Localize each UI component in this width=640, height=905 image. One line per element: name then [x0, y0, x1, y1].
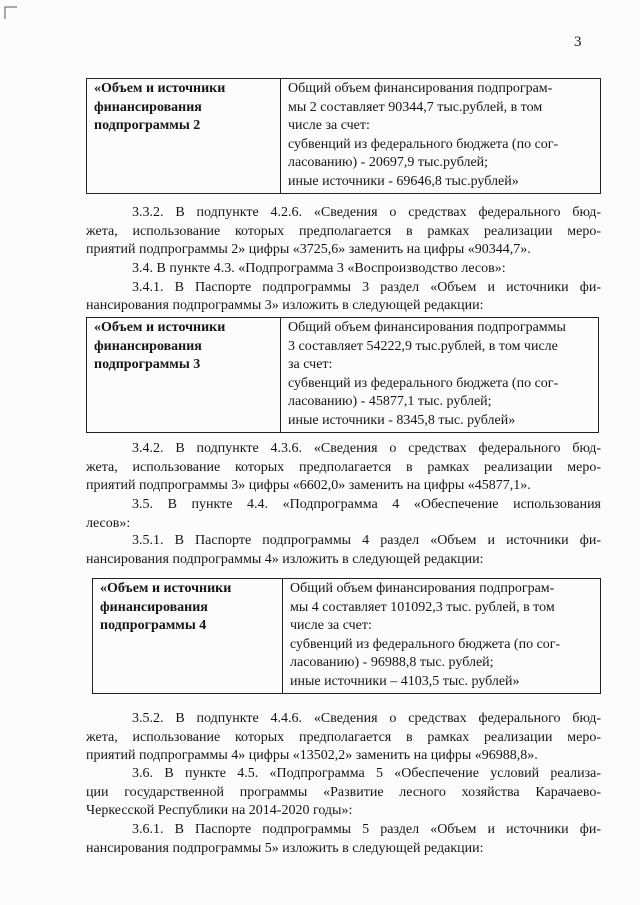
value-line: Общий объем финансирования подпрограм-: [288, 81, 553, 96]
value-line: Общий объем финансирования подпрограммы: [288, 320, 566, 335]
value-line: 3 составляет 54222,9 тыс.рублей, в том числе: [288, 338, 558, 354]
text-line: нансирования подпрограммы 5» изложить в следующей редакции:: [86, 840, 484, 856]
table-value-cell: [283, 579, 601, 694]
value-line: мы 2 составляет 90344,7 тыс.рублей, в том: [288, 99, 543, 115]
value-line: субвенций из федерального бюджета (по сог-: [288, 375, 559, 391]
value-line: иные источники – 4103,5 тыс. рублей»: [290, 673, 520, 689]
label-line: подпрограммы 2: [94, 118, 201, 133]
table-value-cell: [281, 79, 601, 194]
label-line: «Объем и источники: [100, 581, 232, 596]
text-line: приятий подпрограммы 2» цифры «3725,6» заменить на цифры «90344,7».: [86, 242, 531, 257]
page-number: 3: [574, 34, 582, 50]
text-line: 3.4. В пункте 4.3. «Подпрограмма 3 «Воспроизводство лесов»:: [132, 261, 506, 276]
value-line: субвенций из федерального бюджета (по сог-: [288, 136, 559, 152]
paragraph-3-5-2: [86, 710, 601, 766]
text-line: нансирования подпрограммы 4» изложить в следующей редакции:: [86, 551, 484, 567]
text-line: приятий подпрограммы 3» цифры «6602,0» заменить на цифры «45877,1».: [86, 478, 531, 493]
label-line: финансирования: [94, 99, 202, 115]
value-line: ласованию) - 96988,8 тыс. рублей;: [290, 655, 494, 670]
label-line: «Объем и источники: [94, 81, 226, 96]
text-line: приятий подпрограммы 4» цифры «13502,2» заменить на цифры «96988,8».: [86, 748, 538, 763]
text-line: 3.4.1. В Паспорте подпрограммы 3 раздел «Объем и источники фи-: [132, 279, 601, 295]
funding-table-subprogram-3: [86, 317, 599, 433]
paragraph-3-6-1: [86, 821, 601, 858]
label-line: подпрограммы 3: [94, 357, 201, 372]
value-line: числе за счет:: [290, 618, 372, 633]
value-line: Общий объем финансирования подпрограм-: [290, 581, 555, 596]
table-value-cell: [281, 318, 599, 433]
value-line: иные источники - 69646,8 тыс.рублей»: [288, 173, 519, 189]
text-line: 3.5. В пункте 4.4. «Подпрограмма 4 «Обеспечение использования: [132, 497, 601, 512]
text-line: нансирования подпрограммы 3» изложить в следующей редакции:: [86, 298, 484, 313]
text-line: 3.6. В пункте 4.5. «Подпрограмма 5 «Обеспечение условий реализа-: [132, 766, 601, 781]
value-line: ласованию) - 20697,9 тыс.рублей;: [288, 155, 489, 170]
funding-table-subprogram-4: [92, 578, 601, 694]
label-line: финансирования: [100, 599, 208, 615]
label-line: подпрограммы 4: [100, 618, 207, 633]
table-label-cell: [87, 79, 281, 194]
paragraph-3-4-2: [86, 440, 601, 496]
label-line: финансирования: [94, 338, 202, 354]
value-line: за счет:: [288, 357, 333, 372]
paragraph-3-5: [86, 496, 601, 533]
text-line: жета, использование которых предполагается в рамках реализации меро-: [86, 729, 601, 745]
text-line: жета, использование которых предполагается в рамках реализации меро-: [86, 459, 601, 475]
value-line: субвенций из федерального бюджета (по сог-: [290, 636, 561, 652]
text-line: Черкесской Республики на 2014-2020 годы»:: [86, 803, 353, 818]
value-line: иные источники - 8345,8 тыс. рублей»: [288, 412, 516, 428]
text-line: 3.5.2. В подпункте 4.4.6. «Сведения о средствах федерального бюд-: [132, 711, 601, 726]
paragraph-3-4: [86, 260, 601, 316]
paragraph-3-3-2: [86, 204, 601, 260]
label-line: «Объем и источники: [94, 320, 226, 335]
paragraph-3-5-1: [86, 532, 601, 569]
text-line: 3.3.2. В подпункте 4.2.6. «Сведения о средствах федерального бюд-: [132, 205, 601, 220]
text-line: 3.5.1. В Паспорте подпрограммы 4 раздел «Объем и источники фи-: [132, 533, 601, 548]
value-line: ласованию) - 45877,1 тыс. рублей;: [288, 394, 492, 409]
value-line: мы 4 составляет 101092,3 тыс. рублей, в том: [290, 599, 555, 615]
text-line: 3.6.1. В Паспорте подпрограммы 5 раздел «Объем и источники фи-: [132, 822, 601, 837]
table-label-cell: [87, 318, 281, 433]
paragraph-3-6: [86, 765, 601, 821]
funding-table-subprogram-2: [86, 78, 601, 194]
text-line: лесов»:: [86, 515, 131, 531]
table-label-cell: [93, 579, 283, 694]
value-line: числе за счет:: [288, 118, 370, 133]
corner-mark-icon: [4, 6, 18, 20]
text-line: 3.4.2. В подпункте 4.3.6. «Сведения о средствах федерального бюд-: [132, 441, 601, 456]
text-line: ции государственной программы «Развитие лесного хозяйства Карачаево-: [86, 784, 601, 800]
text-line: жета, использование которых предполагается в рамках реализации меро-: [86, 223, 601, 239]
